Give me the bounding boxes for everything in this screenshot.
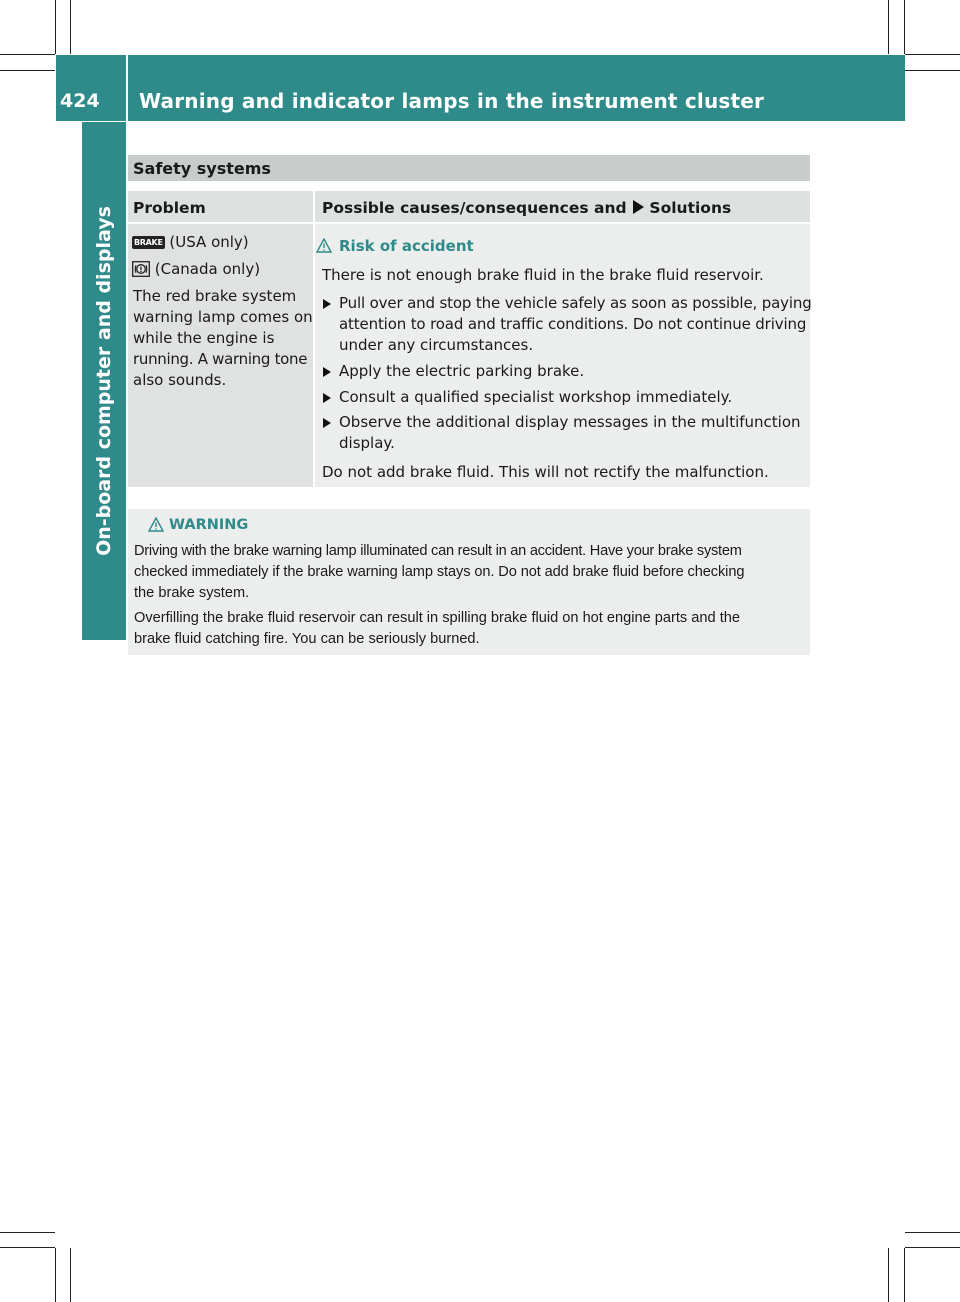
crop-mark: [55, 0, 56, 54]
solution-step: [323, 387, 803, 409]
step-arrow-icon: [323, 367, 331, 377]
solution-step: [323, 293, 812, 359]
warning-text: checked immediately if the brake warning lamp stays on. Do not add brake fluid before checking: [134, 564, 745, 580]
crop-mark: [55, 1248, 56, 1302]
problem-desc-line: while the engine is: [133, 329, 275, 347]
crop-mark: [0, 54, 55, 55]
step-text: Pull over and stop the vehicle safely as soon as possible, paying: [339, 294, 812, 312]
step-text: Apply the electric parking brake.: [339, 362, 585, 380]
warning-heading: [169, 515, 248, 536]
action-arrow-icon: [632, 200, 644, 214]
page-number: 424: [60, 90, 100, 112]
problem-canada-row: [132, 259, 260, 284]
warning-triangle-icon: [316, 238, 332, 253]
problem-cell: [128, 224, 313, 487]
warning-title: WARNING: [169, 517, 249, 533]
warning-text: Driving with the brake warning lamp illuminated can result in an accident. Have your brake system: [134, 543, 742, 559]
crop-mark: [905, 54, 960, 55]
crop-mark: [905, 1232, 960, 1233]
warning-text: Overfilling the brake fluid reservoir can result in spilling brake fluid on hot engine parts and the: [134, 610, 740, 626]
header-divider: [126, 55, 128, 121]
step-text: Consult a qualified specialist workshop immediately.: [339, 388, 733, 406]
problem-canada-label: (Canada only): [154, 260, 261, 278]
chapter-tab-label: On-board computer and displays: [93, 206, 115, 556]
problem-usa-row: [132, 232, 249, 254]
crop-mark: [0, 70, 55, 71]
column-header-solutions: [315, 191, 810, 222]
step-text: attention to road and traffic conditions. Do not continue driving: [339, 315, 807, 333]
column-header-label: Problem: [133, 199, 206, 217]
step-arrow-icon: [323, 299, 331, 309]
risk-heading: [337, 236, 474, 258]
problem-desc-line: running. A warning tone: [133, 350, 308, 368]
column-header-suffix: Solutions: [649, 199, 732, 217]
crop-mark: [70, 1248, 71, 1302]
solution-step: [323, 361, 803, 383]
crop-mark: [904, 1248, 905, 1302]
step-text: Observe the additional display messages in the multifunction: [339, 413, 801, 431]
warning-box: [128, 509, 810, 655]
problem-desc-line: warning lamp comes on: [133, 308, 313, 326]
brake-circle-icon: [132, 261, 150, 284]
column-header-problem: [128, 191, 313, 222]
step-arrow-icon: [323, 418, 331, 428]
crop-mark: [905, 1247, 960, 1248]
step-text: under any circumstances.: [339, 336, 534, 354]
page-title: Warning and indicator lamps in the instrument cluster: [139, 89, 765, 113]
problem-desc-line: also sounds.: [133, 371, 227, 389]
warning-text: the brake system.: [134, 585, 250, 601]
crop-mark: [0, 1247, 55, 1248]
crop-mark: [904, 0, 905, 54]
column-header-label: [322, 199, 731, 217]
brake-icon: BRAKE: [134, 238, 163, 247]
problem-desc-line: The red brake system: [133, 287, 297, 305]
warning-triangle-icon: [148, 517, 164, 532]
solutions-intro: There is not enough brake fluid in the brake fluid reservoir.: [322, 266, 764, 284]
crop-mark: [70, 0, 71, 54]
solutions-outro: Do not add brake fluid. This will not rectify the malfunction.: [322, 463, 769, 481]
solution-step: [323, 412, 803, 456]
step-arrow-icon: [323, 393, 331, 403]
crop-mark: [888, 1248, 889, 1302]
crop-mark: [905, 70, 960, 71]
step-text: display.: [339, 434, 395, 452]
solutions-cell: [315, 224, 810, 487]
warning-text: brake fluid catching fire. You can be seriously burned.: [134, 631, 480, 647]
problem-usa-label: (USA only): [169, 233, 249, 251]
column-header-prefix: Possible causes/consequences and: [322, 199, 627, 217]
risk-title: Risk of accident: [339, 237, 474, 255]
crop-mark: [888, 0, 889, 54]
section-title: Safety systems: [133, 159, 271, 178]
crop-mark: [0, 1232, 55, 1233]
